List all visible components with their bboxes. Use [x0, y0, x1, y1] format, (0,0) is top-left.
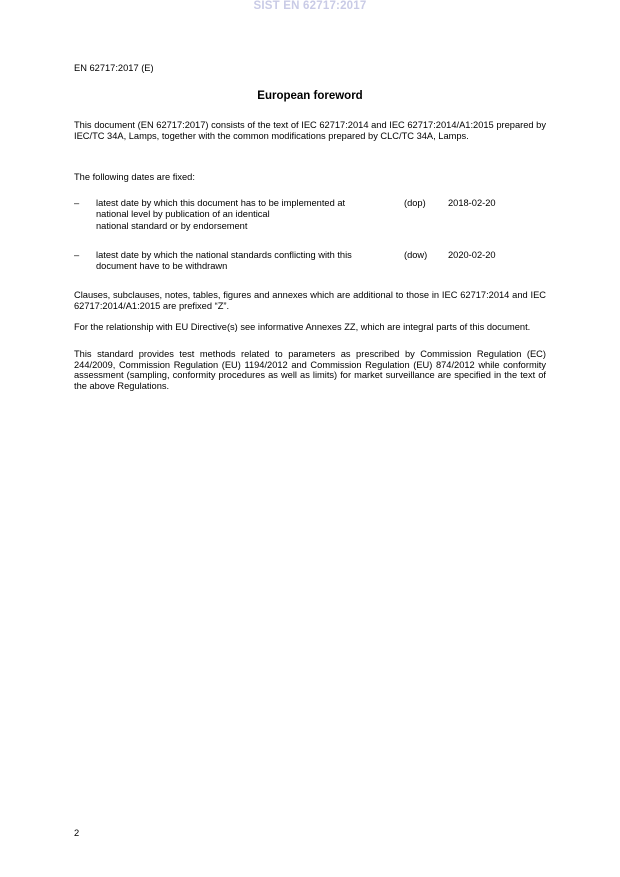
list-dash: –	[74, 250, 80, 260]
page-number: 2	[74, 828, 80, 838]
dates-intro-paragraph: The following dates are fixed:	[74, 172, 195, 182]
regulation-paragraph: This standard provides test methods related to parameters as prescribed by Commission Regulation (EC) 244/2009, Commission Regulation (EU) 1194/2012 and Commission Regulation (EU) 874/2012 while conformity assessment (sampling, conformity procedures as well as limits) for market surveillance are specified in the text of the above Regulations.	[74, 349, 546, 391]
document-id: EN 62717:2017 (E)	[74, 63, 154, 73]
date-value: 2018-02-20	[448, 198, 496, 208]
date-description	[96, 198, 386, 232]
intro-paragraph: This document (EN 62717:2017) consists of the text of IEC 62717:2014 and IEC 62717:2014/A1:2015 prepared by IEC/TC 34A, Lamps, together with the common modifications prepared by CLC/TC 34A, Lamps.	[74, 120, 546, 141]
date-description	[96, 250, 386, 273]
date-description-line: document have to be withdrawn	[96, 261, 228, 272]
list-dash: –	[74, 198, 80, 208]
date-code: (dop)	[404, 198, 426, 208]
date-description-line: national level by publication of an identical	[96, 209, 270, 220]
clauses-paragraph: Clauses, subclauses, notes, tables, figures and annexes which are additional to those in IEC 62717:2014 and IEC 62717:2014/A1:2015 are prefixed “Z”.	[74, 290, 546, 311]
date-description-line: latest date by which this document has to be implemented at	[96, 198, 346, 208]
date-description-line: national standard or by endorsement	[96, 220, 248, 231]
watermark: SIST EN 62717:2017	[253, 0, 367, 12]
date-code: (dow)	[404, 250, 428, 260]
date-description-line: latest date by which the national standards conflicting with this	[96, 250, 352, 260]
page-title: European foreword	[257, 90, 363, 102]
date-value: 2020-02-20	[448, 250, 496, 260]
eu-directive-paragraph: For the relationship with EU Directive(s) see informative Annexes ZZ, which are integral parts of this document.	[74, 322, 531, 332]
date-item-dop	[74, 198, 546, 246]
